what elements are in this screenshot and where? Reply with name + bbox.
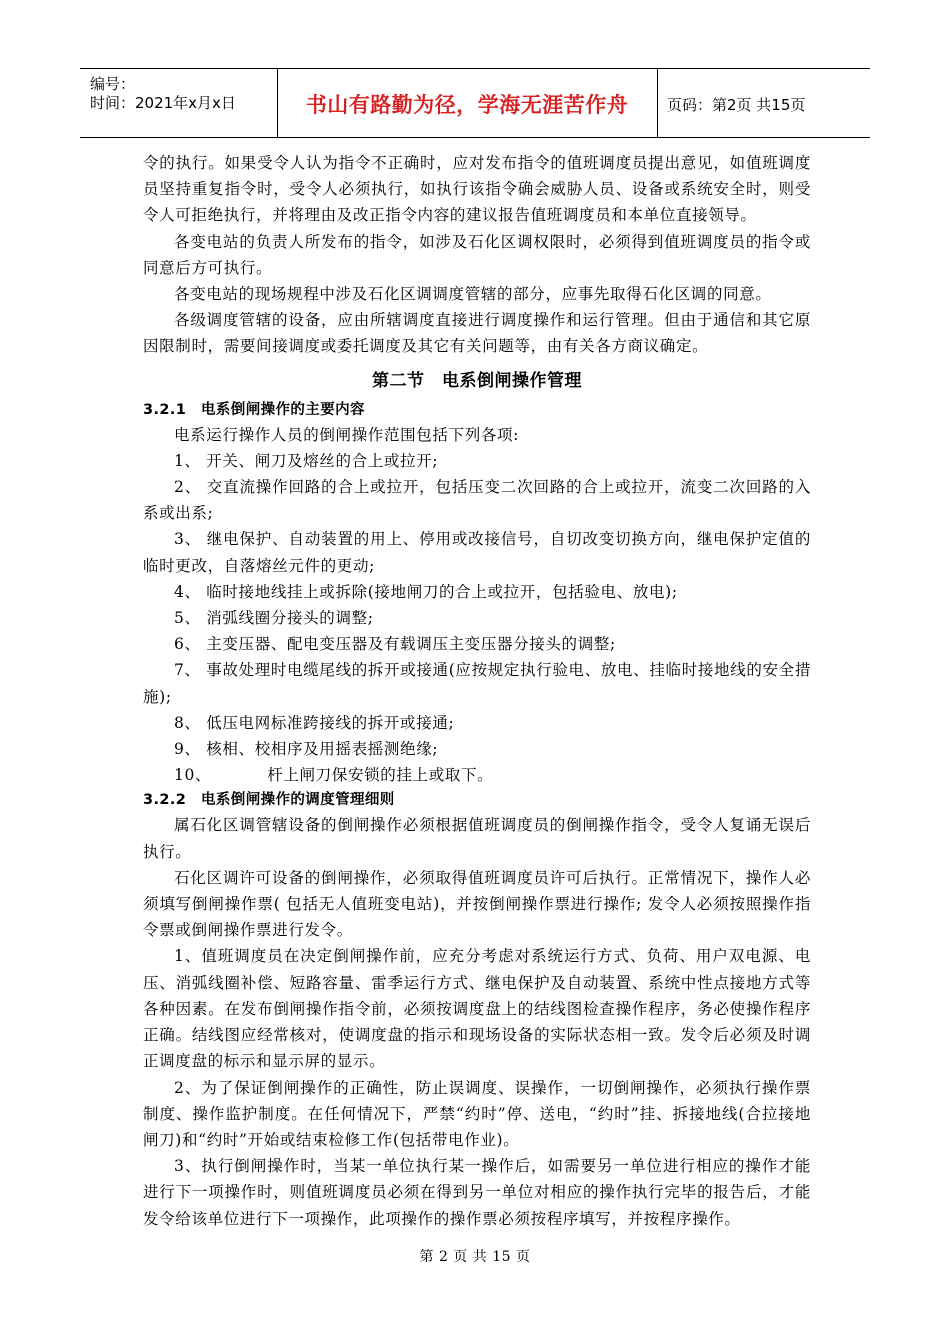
paragraph: 各变电站的负责人所发布的指令，如涉及石化区调权限时，必须得到值班调度员的指令或同意后方可执行。 [143,232,811,277]
paragraph: 属石化区调管辖设备的倒闸操作必须根据值班调度员的倒闸操作指令，受令人复诵无误后执行。 [143,816,811,861]
page-header [80,68,870,138]
section-heading: 第二节 电系倒闸操作管理 [372,370,582,391]
document-body [143,150,811,1232]
header-motto-cell [277,69,658,137]
list-item [143,762,811,788]
paragraph: 各变电站的现场规程中涉及石化区调调度管辖的部分，应事先取得石化区调的同意。 [174,285,772,304]
list-item-text: 杆上闸刀保安锁的挂上或取下。 [267,766,494,785]
document-date-label: 时间：2021年x月x日 [90,94,236,112]
subsection-number: 3.2.1 [143,401,187,418]
list-item: 7、 事故处理时电缆尾线的拆开或接通(应按规定执行验电、放电、挂临时接地线的安全措施); [143,661,811,706]
header-page-info: 页码：第2页 共15页 [667,96,806,114]
paragraph: 3、执行倒闸操作时，当某一单位执行某一操作后，如需要另一单位进行相应的操作才能进行下一项操作时，则值班调度员必须在得到另一单位对相应的操作执行完毕的报告后，才能发令给该单位进行下一项操作，此项操作的操作票必须按程序填写，并按程序操作。 [143,1157,811,1228]
list-item: 8、 低压电网标准跨接线的拆开或接通; [174,713,455,732]
paragraph: 2、为了保证倒闸操作的正确性，防止误调度、误操作，一切倒闸操作，必须执行操作票制度、操作监护制度。在任何情况下，严禁“约时”停、送电，“约时”挂、拆接地线(合拉接地闸刀)和“约时”开始或结束检修工作(包括带电作业)。 [143,1078,811,1149]
header-page-cell [657,69,870,137]
header-motto: 书山有路勤为径，学海无涯苦作舟 [305,93,629,117]
page-footer: 第 2 页 共 15 页 [419,1249,531,1265]
list-item: 4、 临时接地线挂上或拆除(接地闸刀的合上或拉开，包括验电、放电); [174,582,678,601]
subsection-title: 电系倒闸操作的调度管理细则 [201,792,395,809]
subsection-number: 3.2.2 [143,792,187,809]
list-item: 1、 开关、闸刀及熔丝的合上或拉开; [174,451,439,470]
header-meta [80,69,278,137]
list-item: 2、 交直流操作回路的合上或拉开，包括压变二次回路的合上或拉开，流变二次回路的入系或出系; [143,478,811,523]
list-item: 3、 继电保护、自动装置的用上、停用或改接信号，自切改变切换方向，继电保护定值的临时更改，自落熔丝元件的更动; [143,530,811,575]
list-item: 5、 消弧线圈分接头的调整; [174,609,374,628]
paragraph-continuation: 令的执行。如果受令人认为指令不正确时，应对发布指令的值班调度员提出意见，如值班调度员坚持重复指令时，受令人必须执行，如执行该指令确会威胁人员、设备或系统安全时，则受令人可拒绝执行，并将理由及改正指令内容的建议报告值班调度员和本单位直接领导。 [143,154,811,225]
subsection-heading-3-2-2 [143,788,811,812]
subsection-title: 电系倒闸操作的主要内容 [201,401,365,418]
paragraph: 各级调度管辖的设备，应由所辖调度直接进行调度操作和运行管理。但由于通信和其它原因限制时，需要间接调度或委托调度及其它有关问题等，由有关各方商议确定。 [143,311,811,356]
list-item: 9、 核相、校相序及用摇表摇测绝缘; [174,740,439,759]
list-item: 6、 主变压器、配电变压器及有载调压主变压器分接头的调整; [174,635,616,654]
paragraph: 1、值班调度员在决定倒闸操作前，应充分考虑对系统运行方式、负荷、用户双电源、电压、消弧线圈补偿、短路容量、雷季运行方式、继电保护及自动装置、系统中性点接地方式等各种因素。在发布倒闸操作指令前，必须按调度盘上的结线图检查操作程序，务必使操作程序正确。结线图应经常核对，使调度盘的指示和现场设备的实际状态相一致。发令后必须及时调正调度盘的标示和显示屏的显示。 [143,947,811,1071]
list-item-number: 10、 [174,766,212,785]
list-intro: 电系运行操作人员的倒闸操作范围包括下列各项: [174,425,520,444]
subsection-heading-3-2-1 [143,398,811,422]
paragraph: 石化区调许可设备的倒闸操作，必须取得值班调度员许可后执行。正常情况下，操作人必须填写倒闸操作票( 包括无人值班变电站)，并按倒闸操作票进行操作; 发令人必须按照操作指令票或倒闸操作票进行发令。 [143,868,811,940]
document-number-label: 编号： [90,75,136,93]
